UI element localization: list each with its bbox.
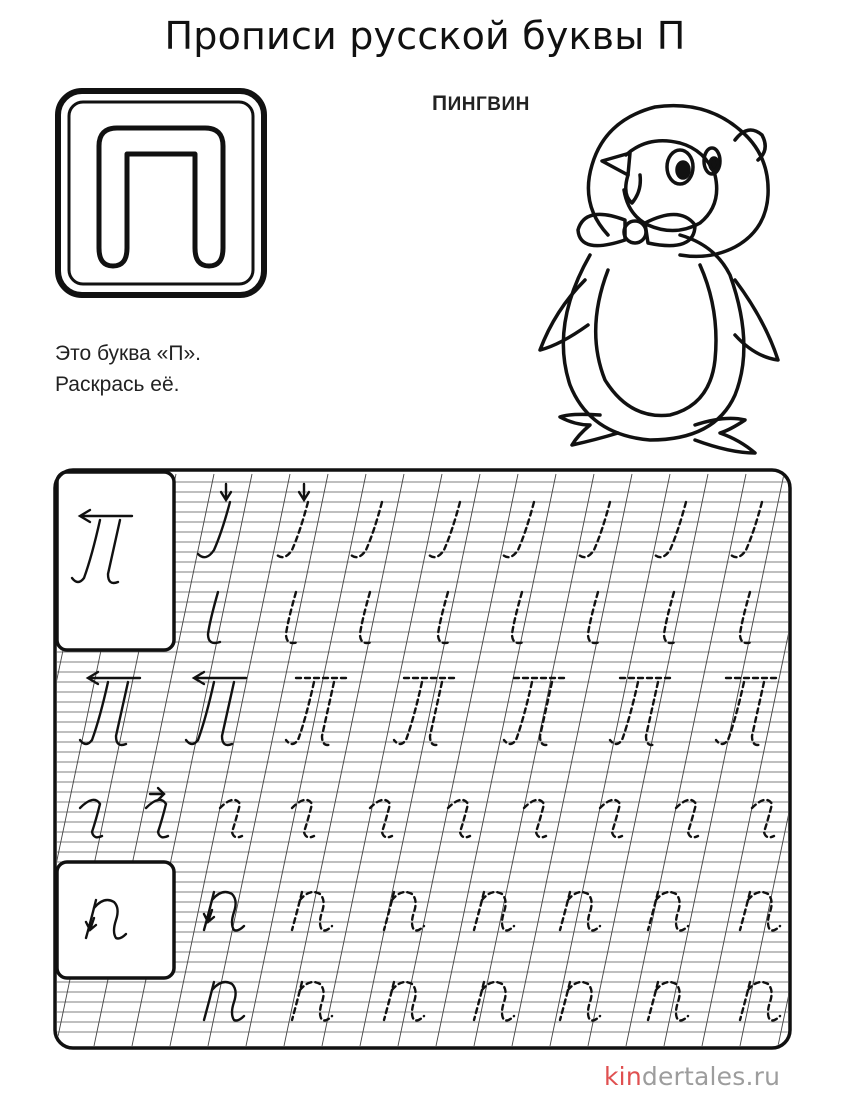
tracing-capital-p bbox=[394, 678, 454, 745]
stroke-path bbox=[212, 982, 244, 1021]
tracing-upper-stroke bbox=[428, 502, 460, 557]
stroke-path bbox=[394, 682, 422, 744]
direction-arrow-icon bbox=[150, 788, 164, 800]
stroke-path bbox=[392, 892, 424, 931]
slant-line bbox=[246, 474, 366, 1046]
stroke-path bbox=[646, 682, 658, 745]
stroke-path bbox=[438, 592, 450, 643]
tracing-capital-p bbox=[610, 678, 670, 745]
stroke-path bbox=[656, 892, 688, 931]
tracing-upper-stroke bbox=[730, 502, 762, 557]
tracing-lowercase-p bbox=[474, 982, 514, 1021]
stroke-path bbox=[222, 682, 234, 745]
stroke-path bbox=[198, 502, 230, 557]
stroke-path bbox=[504, 682, 532, 744]
stroke-path bbox=[286, 592, 298, 643]
slant-line bbox=[588, 474, 708, 1046]
slant-line bbox=[702, 474, 822, 1046]
stroke-path bbox=[80, 682, 108, 744]
tracing-lowercase-p bbox=[204, 982, 244, 1021]
tracing-upper-stroke bbox=[350, 502, 382, 557]
stroke-path bbox=[730, 502, 762, 557]
tracing-upper-stroke bbox=[502, 502, 534, 557]
tracing-lowercase-p bbox=[560, 892, 600, 931]
stroke-path bbox=[300, 982, 332, 1021]
instruction-line-1: Это буква «П». bbox=[55, 342, 201, 365]
slant-line bbox=[740, 474, 850, 1046]
slant-line bbox=[398, 474, 518, 1046]
tracing-lowercase-p bbox=[384, 982, 424, 1021]
stroke-path bbox=[568, 982, 600, 1021]
tracing-lowercase-p bbox=[204, 892, 244, 931]
tracing-lowercase-p bbox=[648, 892, 688, 931]
slant-line bbox=[626, 474, 746, 1046]
slant-line bbox=[322, 474, 442, 1046]
stroke-path bbox=[748, 982, 780, 1021]
tracing-lowercase-p bbox=[384, 892, 424, 931]
stroke-path bbox=[300, 892, 332, 931]
slant-line bbox=[170, 474, 290, 1046]
stroke-path bbox=[752, 682, 764, 745]
tracing-lowercase-p bbox=[292, 982, 332, 1021]
stroke-path bbox=[350, 502, 382, 557]
stroke-path bbox=[540, 682, 552, 745]
stroke-path bbox=[656, 982, 688, 1021]
tracing-capital-p bbox=[504, 678, 564, 745]
example-word-first-letter: П bbox=[432, 92, 448, 115]
slant-line bbox=[550, 474, 670, 1046]
stroke-path bbox=[716, 682, 744, 744]
tracing-capital-p bbox=[186, 672, 246, 745]
tracing-arch-stroke bbox=[146, 788, 168, 837]
stroke-path bbox=[578, 502, 610, 557]
stroke-path bbox=[430, 682, 442, 745]
stroke-path bbox=[748, 892, 780, 931]
slant-line bbox=[208, 474, 328, 1046]
sample-box-capital bbox=[57, 472, 174, 650]
stroke-path bbox=[186, 682, 214, 744]
tracing-lowercase-p bbox=[740, 982, 780, 1021]
tracing-upper-stroke bbox=[578, 502, 610, 557]
stroke-path bbox=[276, 502, 308, 557]
stroke-path bbox=[322, 682, 334, 745]
stroke-path bbox=[392, 982, 424, 1021]
stroke-path bbox=[482, 892, 514, 931]
site-name-accent: kin bbox=[604, 1062, 642, 1091]
tracing-lowercase-p bbox=[560, 982, 600, 1021]
tracing-upper-stroke bbox=[654, 502, 686, 557]
tracing-hook-stroke bbox=[438, 592, 450, 643]
stroke-path bbox=[428, 502, 460, 557]
slant-line bbox=[360, 474, 480, 1046]
slant-line bbox=[284, 474, 404, 1046]
site-footer[interactable] bbox=[604, 1062, 780, 1091]
stroke-path bbox=[502, 502, 534, 557]
stroke-path bbox=[482, 982, 514, 1021]
page-title: Прописи русской буквы П bbox=[164, 14, 686, 58]
tracing-upper-stroke bbox=[198, 484, 231, 557]
stroke-path bbox=[286, 682, 314, 744]
tracing-lowercase-p bbox=[474, 892, 514, 931]
slant-line bbox=[512, 474, 632, 1046]
stroke-path bbox=[654, 502, 686, 557]
example-word-rest: ИНГВИН bbox=[447, 94, 530, 115]
site-name-rest: dertales.ru bbox=[641, 1062, 781, 1091]
stroke-path bbox=[568, 892, 600, 931]
tracing-upper-stroke bbox=[276, 484, 309, 557]
slant-line bbox=[664, 474, 784, 1046]
instruction-line-2: Раскрась её. bbox=[55, 373, 180, 396]
slant-line bbox=[816, 474, 850, 1046]
tracing-lowercase-p bbox=[740, 892, 780, 931]
slant-line bbox=[436, 474, 556, 1046]
tracing-hook-stroke bbox=[286, 592, 298, 643]
slant-line bbox=[474, 474, 594, 1046]
tracing-lowercase-p bbox=[648, 982, 688, 1021]
